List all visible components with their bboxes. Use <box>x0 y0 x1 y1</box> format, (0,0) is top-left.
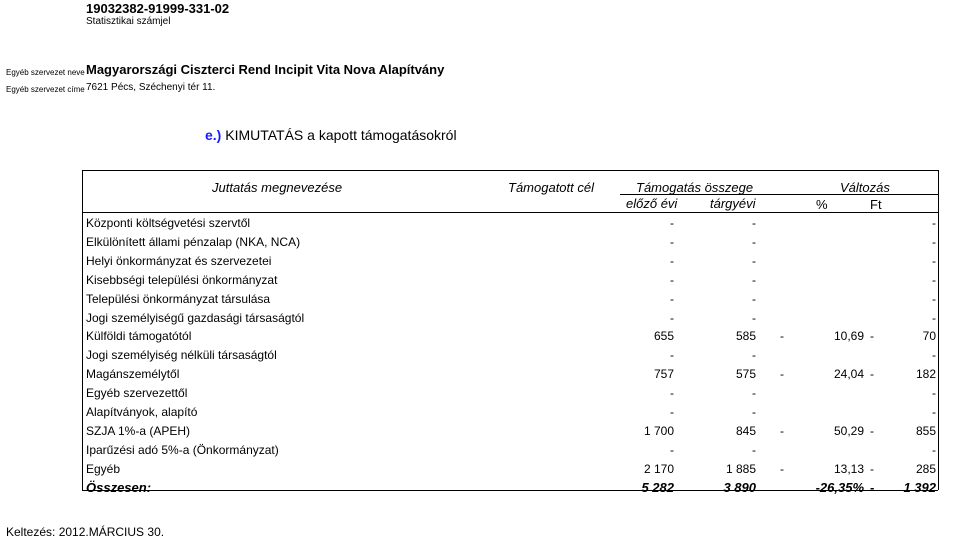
row-curr-amount: - <box>752 405 756 419</box>
row-prev-amount: - <box>670 405 674 419</box>
row-ft: 855 <box>915 423 936 438</box>
row-prev-amount: 1 700 <box>643 423 674 438</box>
row-prev-amount: 655 <box>653 329 674 344</box>
org-address: 7621 Pécs, Széchenyi tér 11. <box>86 82 216 93</box>
row-pct: 50,29 <box>833 423 864 438</box>
row-curr-amount: - <box>752 310 756 325</box>
row-name: Jogi személyiség nélküli társaságtól <box>86 348 277 363</box>
statistical-id-label: Statisztikai számjel <box>86 16 171 27</box>
row-pct: 13,13 <box>833 461 864 476</box>
row-ft-sign: - <box>870 461 874 476</box>
row-name: Jogi személyiségű gazdasági társaságtól <box>86 310 305 325</box>
org-name: Magyarországi Ciszterci Rend Incipit Vita Nova Alapítvány <box>86 62 445 77</box>
row-curr-amount: 585 <box>735 329 756 344</box>
row-name: Elkülönített állami pénzalap (NKA, NCA) <box>86 234 301 249</box>
row-name: SZJA 1%-a (APEH) <box>86 423 191 438</box>
row-pct: 10,69 <box>833 329 864 344</box>
row-ft: 285 <box>915 461 936 476</box>
subheader-curr: tárgyévi <box>710 196 756 211</box>
row-curr-amount: 845 <box>735 423 756 438</box>
row-ft: - <box>932 386 936 401</box>
col-header-name: Juttatás megnevezése <box>212 180 343 195</box>
row-name: Egyéb <box>86 461 121 476</box>
row-curr-amount: 3 890 <box>723 479 756 495</box>
row-ft: 182 <box>915 367 936 382</box>
org-address-label: Egyéb szervezet címe <box>6 85 85 94</box>
row-prev-amount: - <box>670 272 674 287</box>
row-name: Települési önkormányzat társulása <box>86 291 271 306</box>
row-ft: - <box>932 310 936 325</box>
row-prev-amount: - <box>670 386 674 401</box>
table-header-bottom-border <box>82 212 938 213</box>
row-ft: - <box>932 405 936 419</box>
row-ft-sign: - <box>870 423 874 438</box>
row-prev-amount: - <box>670 310 674 325</box>
row-ft: - <box>932 253 936 268</box>
row-ft: - <box>932 291 936 306</box>
row-curr-amount: - <box>752 272 756 287</box>
row-pct: 24,04 <box>833 367 864 382</box>
row-curr-amount: - <box>752 348 756 363</box>
row-ft: - <box>932 348 936 363</box>
subheader-prev: előző évi <box>626 196 678 211</box>
row-prev-amount: - <box>670 216 674 230</box>
col-header-goal: Támogatott cél <box>508 180 594 195</box>
row-ft: 70 <box>922 329 936 344</box>
row-name: Magánszemélytől <box>86 367 180 382</box>
row-name: Külföldi támogatótól <box>86 329 192 344</box>
col-header-change: Változás <box>840 180 890 195</box>
row-name: Kisebbségi települési önkormányzat <box>86 272 278 287</box>
issue-date: Keltezés: 2012.MÁRCIUS 30. <box>6 525 165 539</box>
row-prev-amount: 2 170 <box>643 461 674 476</box>
row-prev-amount: - <box>670 253 674 268</box>
row-prev-amount: - <box>670 442 674 457</box>
row-name: Összesen: <box>86 479 152 495</box>
row-pct-sign: - <box>780 329 784 344</box>
row-curr-amount: 1 885 <box>725 461 756 476</box>
row-name: Alapítványok, alapító <box>86 405 198 419</box>
row-ft: - <box>932 272 936 287</box>
row-curr-amount: - <box>752 253 756 268</box>
row-pct-sign: - <box>780 423 784 438</box>
row-ft: - <box>932 234 936 249</box>
row-curr-amount: - <box>752 442 756 457</box>
row-name: Iparűzési adó 5%-a (Önkormányzat) <box>86 442 279 457</box>
row-ft: - <box>932 216 936 230</box>
report-title <box>205 127 457 143</box>
org-name-label: Egyéb szervezet neve <box>6 68 85 77</box>
row-ft-sign: - <box>870 479 875 495</box>
row-prev-amount: - <box>670 291 674 306</box>
row-prev-amount: - <box>670 234 674 249</box>
row-prev-amount: 5 282 <box>641 479 674 495</box>
row-curr-amount: - <box>752 216 756 230</box>
row-name: Központi költségvetési szervtől <box>86 216 251 230</box>
table-left-border <box>82 170 83 490</box>
row-prev-amount: 757 <box>653 367 674 382</box>
row-curr-amount: - <box>752 291 756 306</box>
subheader-pct: % <box>816 197 828 212</box>
subheader-ft: Ft <box>870 197 882 212</box>
report-title-text: KIMUTATÁS a kapott támogatásokról <box>221 127 457 143</box>
row-curr-amount: - <box>752 234 756 249</box>
row-curr-amount: 575 <box>735 367 756 382</box>
row-ft: 1 392 <box>903 479 936 495</box>
row-ft-sign: - <box>870 367 874 382</box>
table-right-border <box>938 170 939 490</box>
row-name: Egyéb szervezettől <box>86 386 188 401</box>
report-title-prefix: e.) <box>205 127 222 143</box>
table-top-border <box>82 170 938 171</box>
col-header-amount: Támogatás összege <box>636 180 754 195</box>
row-pct: -26,35% <box>815 479 864 495</box>
row-pct-sign: - <box>780 367 784 382</box>
row-pct-sign: - <box>780 461 784 476</box>
row-ft: - <box>932 442 936 457</box>
row-ft-sign: - <box>870 329 874 344</box>
row-curr-amount: - <box>752 386 756 401</box>
statistical-id: 19032382-91999-331-02 <box>86 1 230 16</box>
row-name: Helyi önkormányzat és szervezetei <box>86 253 272 268</box>
row-prev-amount: - <box>670 348 674 363</box>
